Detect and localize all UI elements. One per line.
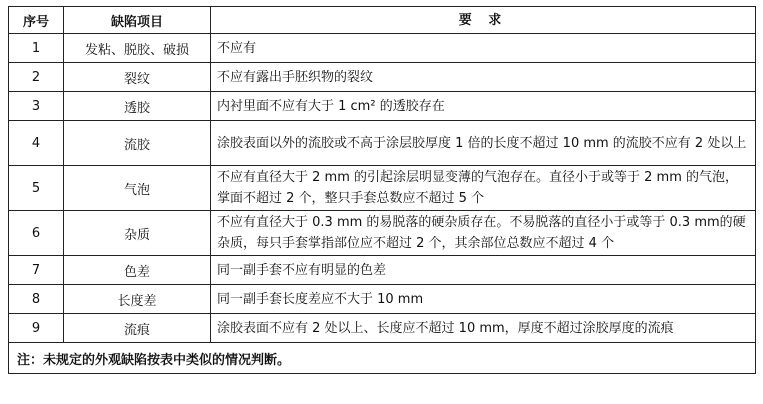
row-requirement: 不应有 (211, 34, 756, 63)
row-no: 4 (9, 121, 64, 166)
row-requirement: 内衬里面不应有大于 1 cm² 的透胶存在 (211, 92, 756, 121)
row-defect-item: 长度差 (64, 285, 211, 314)
table-row (9, 63, 756, 92)
row-defect-item: 流痕 (64, 314, 211, 343)
row-no: 8 (9, 285, 64, 314)
row-requirement: 不应有露出手胚织物的裂纹 (211, 63, 756, 92)
row-no: 9 (9, 314, 64, 343)
table-row (9, 314, 756, 343)
row-no: 1 (9, 34, 64, 63)
row-no: 2 (9, 63, 64, 92)
table-row (9, 211, 756, 256)
row-requirement: 不应有直径大于 2 mm 的引起涂层明显变薄的气泡存在。直径小于或等于 2 mm 的气泡，掌面不超过 2 个，整只手套总数应不超过 5 个 (211, 166, 756, 211)
row-defect-item: 杂质 (64, 211, 211, 256)
table-row (9, 121, 756, 166)
table-note-row (9, 343, 756, 374)
row-requirement: 涂胶表面不应有 2 处以上、长度应不超过 10 mm，厚度不超过涂胶厚度的流痕 (211, 314, 756, 343)
row-no: 7 (9, 256, 64, 285)
header-requirement: 要 求 (211, 7, 756, 34)
header-no: 序号 (9, 7, 64, 34)
row-no: 6 (9, 211, 64, 256)
table-row (9, 34, 756, 63)
row-no: 5 (9, 166, 64, 211)
row-defect-item: 气泡 (64, 166, 211, 211)
row-defect-item: 流胶 (64, 121, 211, 166)
defect-requirements-table (8, 6, 756, 374)
row-defect-item: 透胶 (64, 92, 211, 121)
table-row (9, 285, 756, 314)
row-defect-item: 发粘、脱胶、破损 (64, 34, 211, 63)
table-row (9, 166, 756, 211)
row-defect-item: 色差 (64, 256, 211, 285)
table-row (9, 92, 756, 121)
header-defect-item: 缺陷项目 (64, 7, 211, 34)
table-note: 注：未规定的外观缺陷按表中类似的情况判断。 (9, 343, 756, 374)
row-no: 3 (9, 92, 64, 121)
table-header-row (9, 7, 756, 34)
row-defect-item: 裂纹 (64, 63, 211, 92)
table-row (9, 256, 756, 285)
row-requirement: 涂胶表面以外的流胶或不高于涂层胶厚度 1 倍的长度不超过 10 mm 的流胶不应有 2 处以上 (211, 121, 756, 166)
row-requirement: 不应有直径大于 0.3 mm 的易脱落的硬杂质存在。不易脱落的直径小于或等于 0.3 mm的硬杂质，每只手套掌指部位应不超过 2 个，其余部位总数应不超过 4 个 (211, 211, 756, 256)
row-requirement: 同一副手套长度差应不大于 10 mm (211, 285, 756, 314)
row-requirement: 同一副手套不应有明显的色差 (211, 256, 756, 285)
